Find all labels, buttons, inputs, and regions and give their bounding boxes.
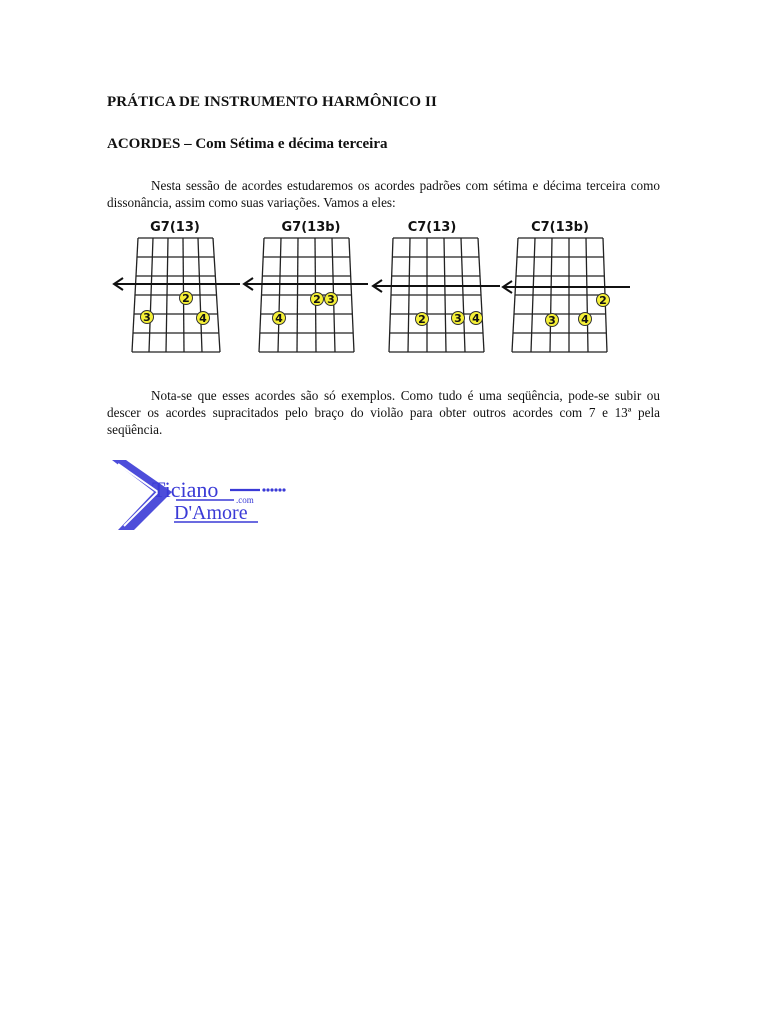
svg-text:4: 4	[581, 313, 589, 326]
finger-dot	[197, 312, 210, 326]
logo	[108, 456, 298, 536]
document-title: PRÁTICA DE INSTRUMENTO HARMÔNICO II	[107, 94, 437, 110]
chord-diagram-c7-13b	[503, 220, 630, 352]
arrow-left-icon	[503, 281, 630, 293]
finger-dot	[141, 311, 154, 325]
intro-text: Nesta sessão de acordes estudaremos os acordes padrões com sétima e décima terceira como dissonância, assim como suas variações. Vamos a eles:	[107, 178, 660, 210]
svg-text:4: 4	[472, 312, 480, 325]
chord-diagram-c7-13	[373, 220, 500, 352]
finger-dot	[597, 294, 610, 308]
finger-dot	[273, 312, 286, 326]
logo-line1: Ticiano	[152, 477, 219, 502]
svg-text:2: 2	[313, 293, 321, 306]
finger-dot	[416, 313, 429, 327]
chord-diagram-g7-13	[114, 220, 240, 352]
fretboard	[259, 238, 354, 352]
svg-text:3: 3	[143, 311, 151, 324]
finger-dot	[180, 292, 193, 306]
fretboard	[132, 238, 220, 352]
finger-dot	[325, 293, 338, 307]
chord-name: C7(13b)	[531, 220, 589, 235]
section-heading: ACORDES – Com Sétima e décima terceira	[107, 136, 388, 152]
chord-name: G7(13b)	[281, 220, 341, 235]
finger-dot	[546, 314, 559, 328]
chord-name: C7(13)	[407, 220, 457, 235]
svg-text:4: 4	[275, 312, 283, 325]
svg-text:2: 2	[599, 294, 607, 307]
chord-diagrams	[0, 0, 768, 360]
note-text: Nota-se que esses acordes são só exemplos. Como tudo é uma seqüência, pode-se subir ou descer os acordes supracitados pelo braço do violão para obter outros acordes com 7 e 13ª pela seqüência.	[107, 388, 660, 437]
logo-line2: D'Amore	[174, 502, 248, 524]
svg-text:3: 3	[548, 314, 556, 327]
finger-dot	[311, 293, 324, 307]
chord-name: G7(13)	[150, 220, 200, 235]
chord-diagram-g7-13b	[244, 220, 368, 352]
arrow-left-icon	[114, 278, 240, 290]
svg-text:3: 3	[327, 293, 335, 306]
logo-dots	[262, 488, 285, 491]
svg-text:2: 2	[418, 313, 426, 326]
finger-dot	[579, 313, 592, 327]
finger-dot	[452, 312, 465, 326]
svg-text:3: 3	[454, 312, 462, 325]
note-paragraph	[107, 387, 660, 438]
fretboard	[389, 238, 484, 352]
finger-dot	[470, 312, 483, 326]
fretboard	[512, 238, 607, 352]
svg-text:4: 4	[199, 312, 207, 325]
svg-text:2: 2	[182, 292, 190, 305]
logo-suffix: .com	[236, 495, 254, 505]
